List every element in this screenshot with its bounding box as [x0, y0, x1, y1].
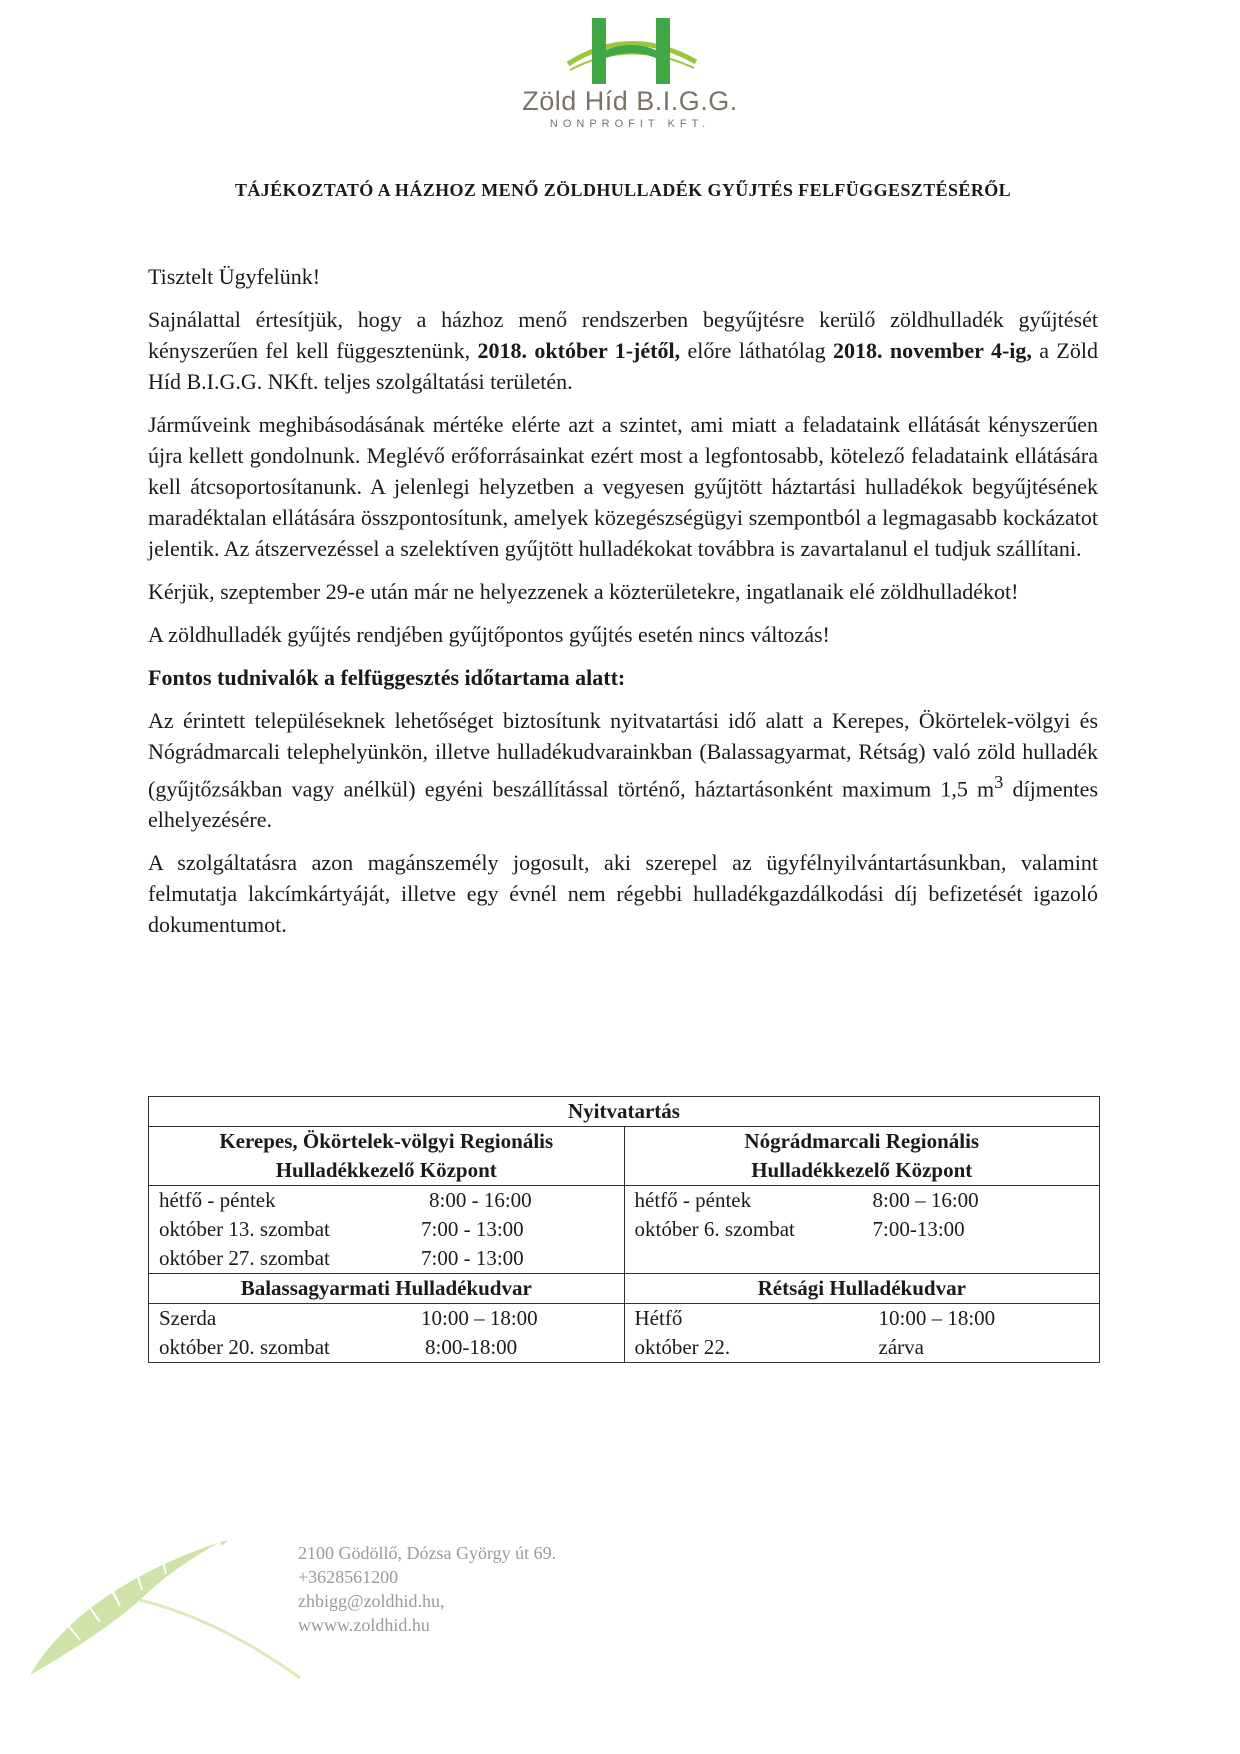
- paragraph-vehicles: Járműveink meghibásodásának mértéke elérte azt a szintet, ami miatt a feladataink ellátását kényszerűen újra kellett gondolnunk. Meglévő erőforrásainkat ezért most a legfontosabb, kötelező feladataink ellátására kell átcsoportosítanunk. A jelenlegi helyzetben a vegyesen gyűjtött háztartási hulladékok begyűjtésének maradéktalan ellátására összpontosítunk, amelyek közegészségügyi szempontból a legmagasabb kockázatot jelentik. Az átszervezéssel a szelektíven gyűjtött hulladékokat továbbra is zavartalanul el tudjuk szállítani.: [148, 412, 1098, 561]
- footer-address: 2100 Gödöllő, Dózsa György út 69.: [298, 1543, 557, 1563]
- hours-row: Szerda 10:00 – 18:00: [159, 1306, 538, 1330]
- opening-hours-title: Nyitvatartás: [149, 1097, 1100, 1127]
- p1-start-date: 2018. október 1-jétől,: [477, 338, 681, 363]
- hours-row: október 20. szombat 8:00-18:00: [159, 1335, 518, 1359]
- hours-row: október 27. szombat 7:00 - 13:00: [159, 1246, 524, 1270]
- opening-hours-table: [148, 1096, 1100, 1363]
- document-title: TÁJÉKOZTATÓ A HÁZHOZ MENŐ ZÖLDHULLADÉK GYŰJTÉS FELFÜGGESZTÉSÉRŐL: [234, 180, 1012, 200]
- hours-row: Hétfő 10:00 – 18:00: [634, 1306, 996, 1330]
- balassagyarmat-hours: [149, 1304, 625, 1363]
- nogradmarcal-hours: [624, 1186, 1100, 1274]
- p1-end-date: 2018. november 4-ig,: [832, 338, 1032, 363]
- contact-footer: [298, 1541, 556, 1637]
- paragraph-eligibility: A szolgáltatásra azon magánszemély jogosult, aki szerepel az ügyfélnyilvántartásunkban, valamint felmutatja lakcímkártyáját, illetve egy évnél nem régebbi hulladékgazdálkodási díj befizetését igazoló dokumentumot.: [148, 850, 1098, 938]
- section-heading: Fontos tudnivalók a felfüggesztés időtartama alatt:: [148, 665, 626, 690]
- hours-row: október 22. zárva: [634, 1335, 924, 1359]
- paragraph-collection-points: A zöldhulladék gyűjtés rendjében gyűjtőpontos gyűjtés esetén nincs változás!: [148, 622, 830, 647]
- logo-h-mark-icon: [510, 14, 750, 94]
- footer-email: zhbigg@zoldhid.hu,: [298, 1591, 445, 1611]
- cubic-superscript: 3: [994, 772, 1004, 792]
- nogradmarcal-header: Nógrádmarcali Regionális Hulladékkezelő Központ: [624, 1127, 1100, 1186]
- hours-row: október 13. szombat 7:00 - 13:00: [159, 1217, 524, 1241]
- company-logo: [510, 14, 750, 134]
- logo-name: Zöld Híd B.I.G.G.: [522, 86, 738, 116]
- logo-subtitle: NONPROFIT KFT.: [549, 118, 711, 130]
- paragraph-drop-off: Az érintett településeknek lehetőséget biztosítunk nyitvatartási idő alatt a Kerepes, Ökörtelek-völgyi és Nógrádmarcali telephelyünkön, illetve hulladékudvarainkban (Balassagyarmat, Rétság) való zöld hulladék (gyűjtőzsákban vagy anélkül) egyéni beszállítással történő, háztartásonként maximum 1,5 $m^3$ díjmentes elhelyezésére.: [148, 708, 1098, 833]
- greeting: Tisztelt Ügyfelünk!: [148, 264, 321, 289]
- balassagyarmat-header: Balassagyarmati Hulladékudvar: [149, 1274, 625, 1304]
- retsag-hours: [624, 1304, 1100, 1363]
- paragraph-request: Kérjük, szeptember 29-e után már ne helyezzenek a közterületekre, ingatlanaik elé zöldhulladékot!: [148, 579, 1019, 604]
- kerepes-hours: [149, 1186, 625, 1274]
- kerepes-header: Kerepes, Ökörtelek-völgyi Regionális Hulladékkezelő Központ: [149, 1127, 625, 1186]
- hours-row: hétfő - péntek 8:00 - 16:00: [159, 1188, 532, 1212]
- footer-phone: +3628561200: [298, 1567, 399, 1587]
- retsag-header: Rétsági Hulladékudvar: [624, 1274, 1100, 1304]
- hours-row: hétfő - péntek 8:00 – 16:00: [634, 1188, 979, 1212]
- paragraph-suspension: [148, 304, 1098, 397]
- p1-text-a: Sajnálattal értesítjük, hogy a házhoz menő rendszerben begyűjtésre kerülő zöldhulladék gyűjtését kényszerűen fel kell függesztenünk,: [148, 307, 1098, 363]
- footer-website: wwww.zoldhid.hu: [298, 1615, 430, 1635]
- p1-text-c: előre láthatólag: [687, 338, 826, 363]
- letter-body: [148, 261, 1098, 952]
- hours-row: október 6. szombat 7:00-13:00: [634, 1217, 965, 1241]
- leaf-decoration-icon: [20, 1530, 310, 1680]
- p1-text-d: a Zöld Híd B.I.G.G. NKft. teljes szolgáltatási területén.: [148, 338, 1098, 394]
